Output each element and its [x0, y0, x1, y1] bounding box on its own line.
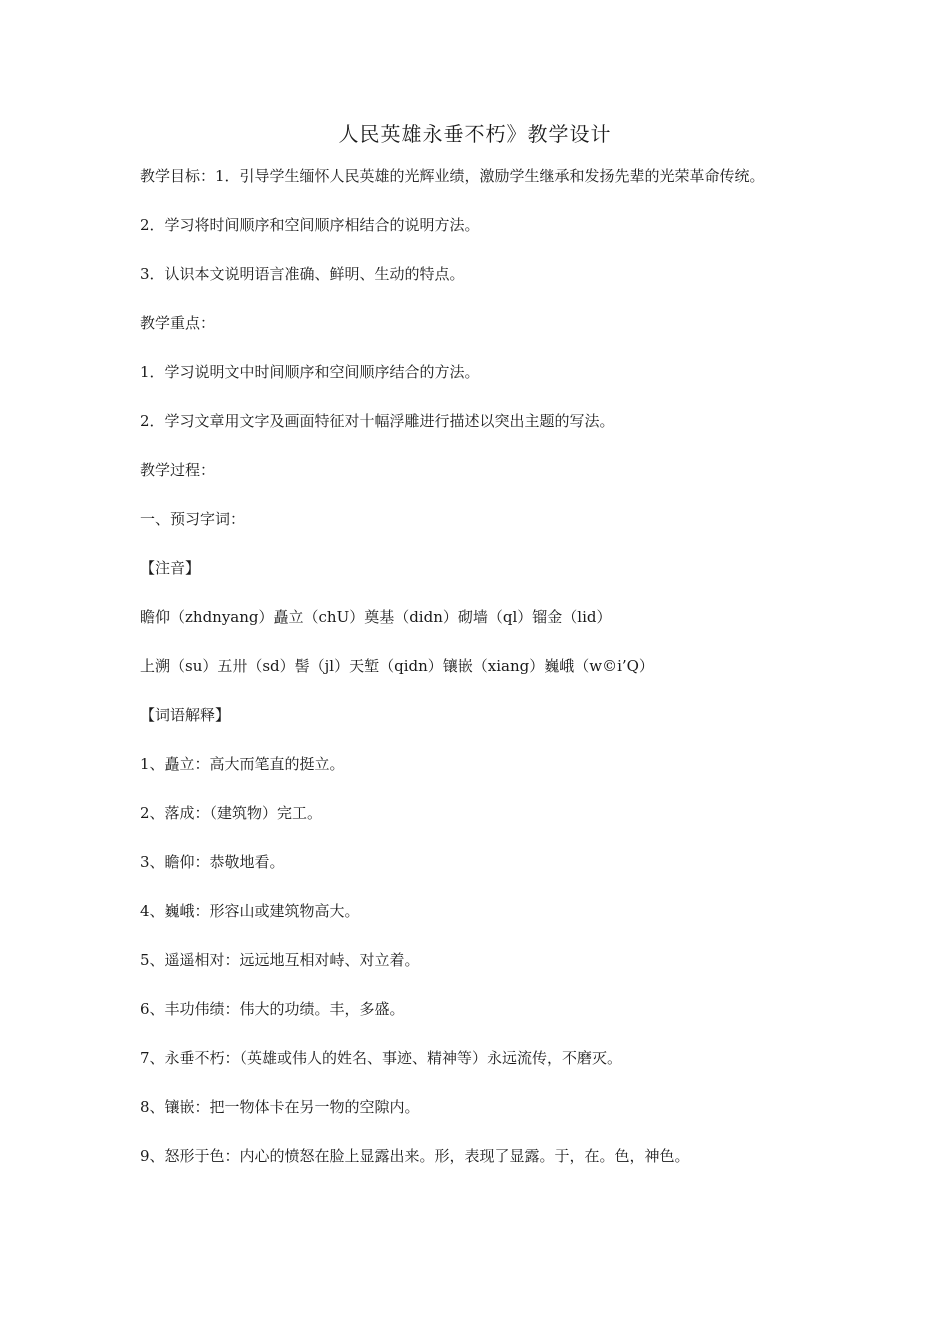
heading-key-points: 教学重点： [140, 314, 216, 332]
document-body [140, 166, 820, 1166]
heading-word-explanations: 【词语解释】 [140, 706, 231, 724]
word-explanation-item: 1、矗立：高大而笔直的挺立。 [140, 755, 345, 773]
paragraph-objective-1: 教学目标：1．引导学生缅怀人民英雄的光辉业绩，激励学生继承和发扬先辈的光荣革命传统。 [140, 167, 765, 185]
word-explanation-item: 4、巍峨：形容山或建筑物高大。 [140, 902, 360, 920]
paragraph-key-point-1: 1．学习说明文中时间顺序和空间顺序结合的方法。 [140, 363, 480, 381]
pronunciation-line-1: 瞻仰（zhdnyang）矗立（chU）奠基（didn）砌墙（ql）镏金（lid） [140, 608, 612, 626]
word-explanation-item: 9、怒形于色：内心的愤怒在脸上显露出来。形，表现了显露。于，在。色，神色。 [140, 1147, 690, 1165]
heading-process: 教学过程： [140, 461, 216, 479]
word-explanation-item: 5、遥遥相对：远远地互相对峙、对立着。 [140, 951, 420, 969]
paragraph-key-point-2: 2．学习文章用文字及画面特征对十幅浮雕进行描述以突出主题的写法。 [140, 412, 615, 430]
heading-preview-words: 一、预习字词： [140, 510, 246, 528]
document-title: 人民英雄永垂不朽》教学设计 [338, 122, 612, 146]
paragraph-objective-2: 2．学习将时间顺序和空间顺序相结合的说明方法。 [140, 216, 480, 234]
word-explanation-item: 6、丰功伟绩：伟大的功绩。丰，多盛。 [140, 1000, 405, 1018]
word-explanation-item: 8、镶嵌：把一物体卡在另一物的空隙内。 [140, 1098, 420, 1116]
heading-pronunciation: 【注音】 [140, 559, 201, 577]
pronunciation-line-2: 上溯（su）五卅（sd）髻（jl）天堑（qidn）镶嵌（xiang）巍峨（w©i’Q） [140, 657, 654, 675]
word-explanation-item: 2、落成：（建筑物）完工。 [140, 804, 323, 822]
word-explanation-item: 3、瞻仰：恭敬地看。 [140, 853, 285, 871]
paragraph-objective-3: 3．认识本文说明语言准确、鲜明、生动的特点。 [140, 265, 465, 283]
word-explanation-item: 7、永垂不朽：（英雄或伟人的姓名、事迹、精神等）永远流传，不磨灭。 [140, 1049, 623, 1067]
